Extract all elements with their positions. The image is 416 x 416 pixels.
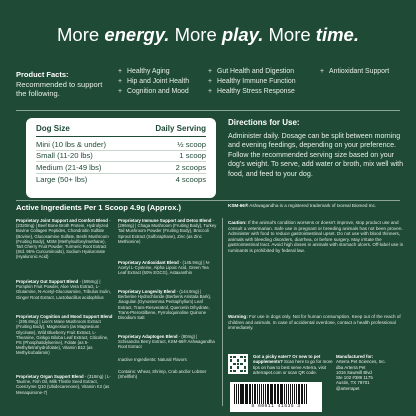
divider xyxy=(16,110,400,111)
barcode-bar xyxy=(265,384,266,404)
inactive-ingredients: Inactive Ingredients: Natural Flavors xyxy=(118,357,187,362)
allergen-contains: Contains: Wheat, Shrimp, Crab and/or Lobster (Shellfish) xyxy=(118,369,207,380)
daily-serving: 4 scoops xyxy=(175,175,206,185)
barcode-bar xyxy=(301,384,302,404)
manufacturer-line: Ste 102 #389 1175 xyxy=(336,375,373,381)
barcode-bar xyxy=(302,384,303,404)
headline-time: time. xyxy=(315,24,359,45)
plus-icon: + xyxy=(208,88,213,95)
barcode-bar xyxy=(277,384,278,404)
barcode-bar xyxy=(274,384,275,404)
blend-name: Proprietary Longevity Blend xyxy=(118,289,176,294)
product-facts-title: Product Facts: xyxy=(16,70,69,79)
plus-icon: + xyxy=(208,68,213,75)
dog-size-header: Dog Size xyxy=(36,124,70,133)
benefit-empty xyxy=(320,78,410,85)
plus-icon: + xyxy=(118,78,123,85)
blend-text: - (144.9mg) | Berberine Hydrochloride (Berberis Aristata Bark), Jiaogulan (Gynostemma Pentaphyllum) Leaf Extract, Trans-Resveratrol, Quercetin Dihydrate, Trans-Pterostilbene, Pyrroloquinoline Quinone Disodium Salt xyxy=(118,289,212,321)
blend-name: Proprietary Joint Support and Comfort Blend xyxy=(16,218,108,223)
benefits-list xyxy=(118,68,410,95)
barcode-bars xyxy=(234,384,318,404)
ingredient-blend xyxy=(118,334,218,350)
benefit-label: Healthy Aging xyxy=(127,68,170,75)
daily-serving: 2 scoops xyxy=(175,162,206,172)
blend-text: - (295.8mg) | Lion's Mane Mushroom Extract (Fruiting Body), Magnesium (as Magnesium Glycinate), Wild Blueberry Fruit Extract, L-Theanine, Ginkgo Biloba Leaf Extract, Citicoline, PS (Phosphatidylserine), Folate (as 5-Methyltetrahydrofolate), Vitamin B12 (as Methylcobalamin) xyxy=(16,319,109,356)
product-facts-subtitle: Recommended to support the following. xyxy=(16,80,103,98)
benefit-item xyxy=(118,68,208,75)
benefit-label: Healthy Stress Response xyxy=(217,88,295,95)
manufacturer-line: Austin, TX 78701 xyxy=(336,380,370,386)
dosage-table-header xyxy=(36,124,206,137)
table-row xyxy=(36,162,206,174)
qr-title: Got a picky eater? Or new to pet supplements? xyxy=(253,354,321,365)
benefit-item xyxy=(118,78,208,85)
warning-label: Warning: xyxy=(228,314,248,319)
barcode-bar xyxy=(261,384,262,404)
barcode-bar xyxy=(296,384,297,404)
manufacturer-title: Manufactured for: xyxy=(336,354,374,359)
dosage-table xyxy=(26,118,216,198)
headline-text: More xyxy=(263,24,316,45)
barcode-bar xyxy=(267,384,269,404)
caution-label: Caution: xyxy=(228,220,247,225)
barcode-bar xyxy=(257,384,258,404)
headline xyxy=(0,24,416,46)
caution-text xyxy=(228,220,404,254)
barcode-bar xyxy=(298,384,300,404)
ingredient-blend xyxy=(118,260,218,276)
barcode-bar xyxy=(250,384,251,404)
barcode-bar xyxy=(263,384,264,404)
blend-name: Proprietary Organ Support Blend xyxy=(16,374,84,379)
qr-code[interactable] xyxy=(228,354,248,374)
ingredient-blend xyxy=(16,314,114,356)
qr-caption xyxy=(253,354,333,375)
barcode-bar xyxy=(290,384,291,404)
table-row xyxy=(36,151,206,163)
barcode-bar xyxy=(270,384,271,404)
qr-text: Scan here to go for more tips on how to best serve Arterra, visit arterrapet.com or scan QR code. xyxy=(253,359,333,375)
barcode-bar xyxy=(281,384,283,404)
directions-title: Directions for Use: xyxy=(228,118,300,127)
barcode-bar xyxy=(286,384,287,404)
barcode-bar xyxy=(304,384,305,404)
barcode-bar xyxy=(259,384,260,404)
manufacturer-line: dba Arterra Pet xyxy=(336,364,366,370)
benefit-label: Healthy Immune Function xyxy=(217,78,296,85)
trademark-notice xyxy=(228,203,404,209)
dog-size: Medium (21-49 lbs) xyxy=(36,162,102,172)
dog-size: Small (11-20 lbs) xyxy=(36,151,93,161)
trademark-text: Ashwagandha is a registered trademark of Ixoreal Biomed Inc. xyxy=(248,203,377,208)
headline-energy: energy. xyxy=(104,24,170,45)
blend-text: - (2320mg) | Beef Bone Broth Protein, Hydrolyzed Bovine Collagen Peptides, Chondroitin Sulfate (Bovine), Glucosamine Sulfate, Beshi Mushroom (Fruiting Body), MSM (Methylsulfonylmethane), Tart Cherry Fruit Powder, Turmeric Root Extract (Std. 95% Curcuminoids), Sodium Hyaluronate (Hyaluronic Acid) xyxy=(16,218,111,260)
barcode-bar xyxy=(234,384,235,404)
active-ingredients-title: Active Ingredients Per 1 Scoop 4.9g (Approx.) xyxy=(16,203,181,212)
barcode-bar xyxy=(294,384,295,404)
blend-name: Proprietary Gut Support Blend xyxy=(16,279,79,284)
warning-body: For use in dogs only. Not for human consumption. Keep out of the reach of children and animals. In case of accidental overdose, contact a health professional immediately. xyxy=(228,314,401,331)
benefit-item xyxy=(208,68,320,75)
barcode-bar xyxy=(292,384,293,404)
table-row xyxy=(36,139,206,151)
dog-size: Large (50+ lbs) xyxy=(36,175,88,185)
plus-icon: + xyxy=(118,68,123,75)
plus-icon: + xyxy=(320,68,325,75)
manufacturer-info xyxy=(336,354,406,391)
benefit-item xyxy=(208,78,320,85)
ingredient-blend xyxy=(118,218,218,244)
daily-serving: 1 scoop xyxy=(179,151,206,161)
plus-icon: + xyxy=(208,78,213,85)
barcode-bar xyxy=(280,384,281,404)
barcode-bar xyxy=(246,384,247,404)
benefit-label: Antioxidant Support xyxy=(329,68,390,75)
barcode xyxy=(230,382,322,412)
manufacturer-line: Arterra Pet Sciences, Inc. xyxy=(336,359,386,365)
dog-size: Mini (10 lbs & under) xyxy=(36,139,107,149)
barcode-bar xyxy=(288,384,289,404)
blend-name: Proprietary Immune Support and Detox Blend xyxy=(118,218,212,223)
headline-text: More xyxy=(57,24,105,45)
blend-text: - (318mg) | L-Taurine, Fish Oil, Milk Thistle Seed Extract, Coenzyme Q10 (Ubidecarenone), Vitamin K2 (as Menaquinone-7) xyxy=(16,374,111,395)
benefit-item xyxy=(208,88,320,95)
ingredient-blend xyxy=(16,218,114,260)
benefit-item xyxy=(118,88,208,95)
caution-body: If the animal's condition worsens or doesn't improve, stop product use and consult a veterinarian. Safe use in pregnant or breeding animals has not been proven. Administer with food to reduce gastrointestinal upset. Do not use with blood thinners, animals with bleeding disorders, diarrhea, or before surgery. May irritate the gastrointestinal tract. Avoid high doses in animals with stomach ulcers. Off-label use in ruminants is prohibited by federal law. xyxy=(228,220,404,253)
blend-name: Proprietary Cognition and Mood Support Blend xyxy=(16,314,113,319)
ingredient-blend xyxy=(16,374,114,395)
manufacturer-line: 1016 Sawmill Blvd xyxy=(336,369,372,375)
blend-text: - (80mg) | Schisandra Berry Extract, KSM-66® Ashwagandha Root Extract xyxy=(118,334,215,350)
plus-icon: + xyxy=(118,88,123,95)
benefit-label: Cognition and Mood xyxy=(127,88,189,95)
ingredient-blend xyxy=(118,289,218,320)
barcode-bar xyxy=(241,384,243,404)
divider xyxy=(16,200,400,201)
benefit-label: Gut Health and Digestion xyxy=(217,68,295,75)
blend-text: - (296mg) | Chaga Mushroom (Fruiting Body), Turkey Tail Mushroom Powder (Fruiting Body), Broccoli Sprout Extract (Sulforaphane), Zinc (as Zinc Methionine) xyxy=(118,218,217,244)
trademark-mark: KSM-66® xyxy=(228,203,249,208)
manufacturer-line: @arterrapet xyxy=(336,385,360,391)
directions-text: Administer daily. Dosage can be split between morning and evening feedings, depending on your preference. Follow the recommended serving size based on your dog's weight. To serve, add water or broth, mix well with food, and feed to your dog. xyxy=(228,132,404,178)
barcode-bar xyxy=(240,384,241,404)
barcode-bar xyxy=(275,384,276,404)
blend-text: - (595mg) | Pumpkin Fruit Powder, Aloe Vera Extract, L-Glutamine, N-Acetyl-Glucosamine, Tribulus Inulin, Ginger Root Extract, Lactobacillus acidophilus xyxy=(16,279,111,300)
barcode-bar xyxy=(245,384,246,404)
column-divider xyxy=(222,218,223,406)
barcode-bar xyxy=(284,384,285,404)
barcode-bar xyxy=(236,384,237,404)
warning-text xyxy=(228,314,404,331)
headline-text: More xyxy=(169,24,222,45)
barcode-bar xyxy=(252,384,253,404)
table-row xyxy=(36,174,206,186)
blend-text: - (145.9mg) | N-Acetyl L-Cysteine, Alpha Lipoic Acid, Green Tea Leaf Extract (50% EGCG), Astaxanthin xyxy=(118,260,211,276)
blend-name: Proprietary Adaptogen Blend xyxy=(118,334,178,339)
daily-serving: ½ scoop xyxy=(177,139,206,149)
barcode-bar xyxy=(238,384,239,404)
barcode-bar xyxy=(271,384,272,404)
benefit-item xyxy=(320,68,410,75)
benefit-label: Hip and Joint Health xyxy=(127,78,190,85)
barcode-number: 8 60011 41535 3 xyxy=(251,404,301,409)
daily-serving-header: Daily Serving xyxy=(155,124,206,133)
blend-name: Proprietary Antioxidant Blend xyxy=(118,260,179,265)
barcode-bar xyxy=(306,384,307,404)
barcode-bar xyxy=(249,384,250,404)
headline-play: play. xyxy=(221,24,264,45)
barcode-bar xyxy=(254,384,256,404)
ingredient-blend xyxy=(16,279,114,300)
